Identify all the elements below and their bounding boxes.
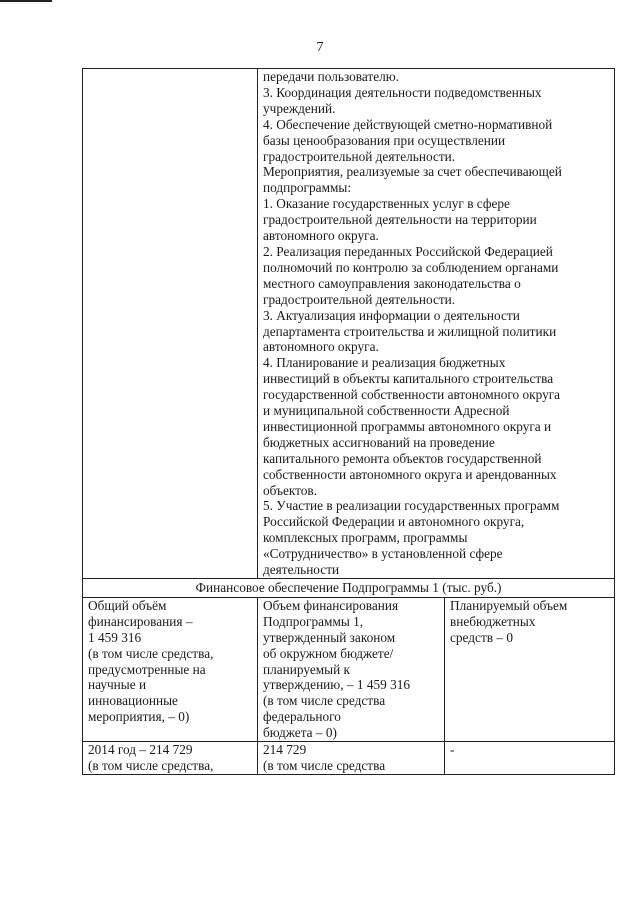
total-funding-line: Общий объём [88, 597, 167, 613]
activities-line: капитального ремонта объектов государственной [263, 450, 542, 466]
activities-line: и муниципальной собственности Адресной [263, 403, 510, 419]
approved-funding-line: утверждению, – 1 459 316 [263, 677, 411, 693]
total-funding-cell [83, 597, 258, 741]
activities-line: автономного округа. [263, 228, 379, 244]
activities-line: 4. Обеспечение действующей сметно-нормативной [263, 116, 553, 132]
activities-line: градостроительной деятельности на территории [263, 212, 537, 228]
year-2014-extrabudgetary-line: - [450, 742, 455, 758]
approved-funding-line: Объем финансирования [263, 597, 399, 613]
year-2014-approved-line: (в том числе средства [263, 757, 386, 773]
year-2014-extrabudgetary-cell [445, 742, 615, 775]
page-number: 7 [316, 40, 324, 55]
year-2014-row [83, 742, 615, 775]
extrabudgetary-line: Планируемый объем [450, 597, 568, 613]
activities-line: собственности автономного округа и арендованных [263, 466, 557, 482]
approved-funding-line: федерального [263, 709, 341, 725]
activities-line: учреждений. [263, 100, 336, 116]
extrabudgetary-line: средств – 0 [450, 629, 513, 645]
approved-funding-line: утвержденный законом [263, 629, 396, 645]
total-funding-line: научные и [88, 677, 147, 693]
year-2014-total-line: (в том числе средства, [88, 757, 214, 773]
total-funding-line: инновационные [88, 693, 178, 709]
activities-line: полномочий по контролю за соблюдением органами [263, 259, 559, 275]
total-funding-line: предусмотренные на [88, 661, 206, 677]
activities-line: инвестиционной программы автономного округа и [263, 418, 552, 434]
year-2014-total-line: 2014 год – 214 729 [88, 742, 193, 758]
total-funding-line: финансирования – [88, 613, 193, 629]
activities-line: 3. Координация деятельности подведомственных [263, 84, 542, 100]
extrabudgetary-cell [445, 597, 615, 741]
approved-funding-line: (в том числе средства [263, 693, 386, 709]
activities-line: Российской Федерации и автономного округа, [263, 514, 525, 530]
year-2014-approved-cell [258, 742, 445, 775]
activities-line: 2. Реализация переданных Российской Федерацией [263, 243, 553, 259]
activities-line: государственной собственности автономного округа [263, 387, 561, 403]
financing-title: Финансовое обеспечение Подпрограммы 1 (тыс. руб.) [83, 579, 615, 598]
activities-line: 1. Оказание государственных услуг в сфере [263, 196, 510, 212]
activities-line: «Сотрудничество» в установленной сфере [263, 546, 503, 562]
activities-line: объектов. [263, 482, 318, 498]
year-2014-approved-line: 214 729 [263, 742, 307, 758]
extrabudgetary-line: внебюджетных [450, 613, 536, 629]
financing-header-row [83, 597, 615, 741]
activities-line: 4. Планирование и реализация бюджетных [263, 355, 506, 371]
approved-funding-cell [258, 597, 445, 741]
activities-row [83, 69, 615, 579]
activities-line: градостроительной деятельности. [263, 291, 456, 307]
corner-mark [0, 0, 52, 2]
activities-line: 5. Участие в реализации государственных программ [263, 498, 560, 514]
activities-line: бюджетных ассигнований на проведение [263, 434, 495, 450]
activities-cell [258, 69, 615, 579]
approved-funding-line: планируемый к [263, 661, 350, 677]
empty-left-cell [83, 69, 258, 579]
total-funding-line: (в том числе средства, [88, 645, 214, 661]
year-2014-total-cell [83, 742, 258, 775]
passport-table [82, 68, 615, 775]
approved-funding-line: об окружном бюджете/ [263, 645, 394, 661]
activities-line: местного самоуправления законодательства о [263, 275, 521, 291]
activities-line: автономного округа. [263, 339, 379, 355]
activities-line: передачи пользователю. [263, 69, 400, 84]
total-funding-line: 1 459 316 [88, 629, 142, 645]
activities-line: комплексных программ, программы [263, 530, 468, 546]
financing-title-row [83, 579, 615, 598]
activities-line: Мероприятия, реализуемые за счет обеспечивающей [263, 164, 562, 180]
activities-line: подпрограммы: [263, 180, 352, 196]
total-funding-line: мероприятия, – 0) [88, 709, 190, 725]
activities-line: деятельности [263, 562, 340, 578]
activities-line: 3. Актуализация информации о деятельности [263, 307, 520, 323]
approved-funding-line: Подпрограммы 1, [263, 613, 364, 629]
activities-line: градостроительной деятельности. [263, 148, 456, 164]
activities-line: департамента строительства и жилищной политики [263, 323, 557, 339]
activities-line: инвестиций в объекты капитального строительства [263, 371, 554, 387]
activities-line: базы ценообразования при осуществлении [263, 132, 506, 148]
approved-funding-line: бюджета – 0) [263, 725, 337, 741]
